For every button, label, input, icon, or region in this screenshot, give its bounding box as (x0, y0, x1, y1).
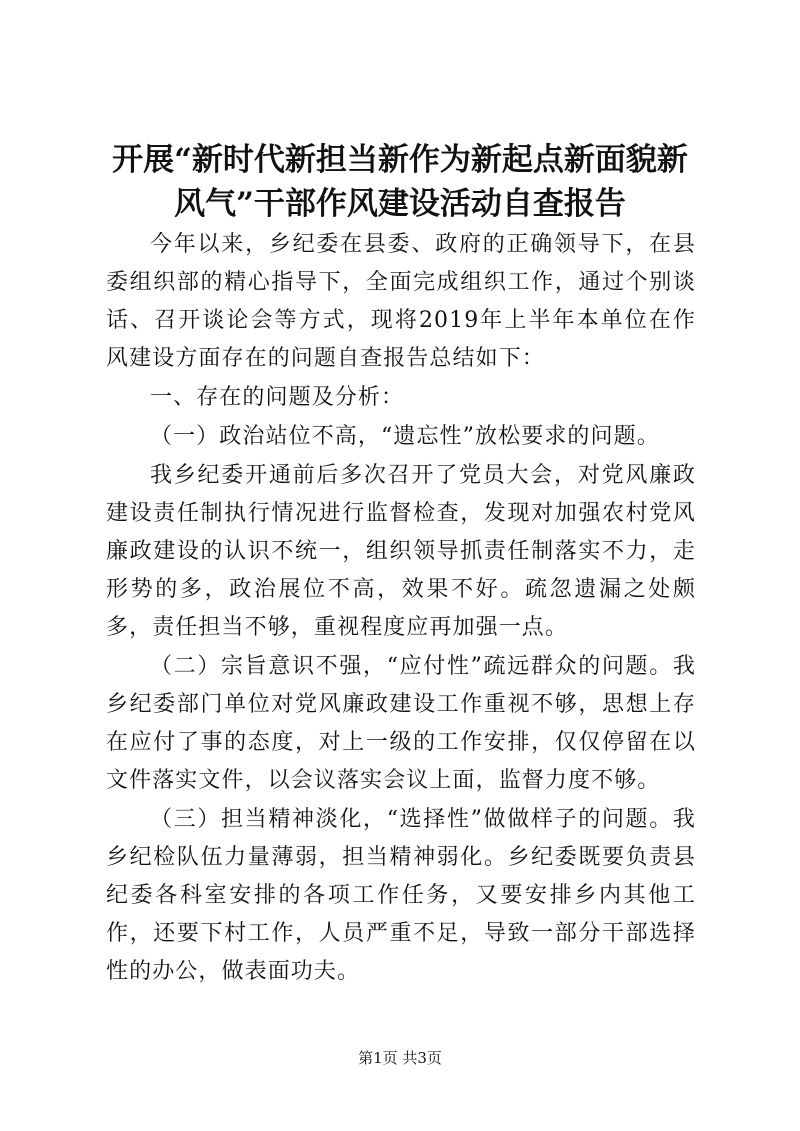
page-total: 共3页 (402, 1049, 442, 1067)
document-body (106, 226, 696, 991)
paragraph-intro: 今年以来，乡纪委在县委、政府的正确领导下，在县委组织部的精心指导下，全面完成组织工作，通过个别谈话、召开谈论会等方式，现将2019年上半年本单位在作风建设方面存在的问题自查报告总结如下： (106, 232, 696, 371)
section-heading-problems: 一、存在的问题及分析： (150, 385, 405, 410)
subheading-political-position: （一）政治站位不高，“遗忘性”放松要求的问题。 (150, 424, 660, 449)
page-number: 第1页 (358, 1049, 398, 1067)
paragraph-purpose-awareness: （二）宗旨意识不强，“应付性”疏远群众的问题。我乡纪委部门单位对党风廉政建设工作重视不够，思想上存在应付了事的态度，对上一级的工作安排，仅仅停留在以文件落实文件，以会议落实会议上面，监督力度不够。 (106, 654, 696, 793)
paragraph-political-position: 我乡纪委开通前后多次召开了党员大会，对党风廉政建设责任制执行情况进行监督检查，发现对加强农村党风廉政建设的认识不统一，组织领导抓责任制落实不力，走形势的多，政治展位不高，效果不好。疏忽遗漏之处颇多，责任担当不够，重视程度应再加强一点。 (106, 463, 696, 640)
paragraph-responsibility-spirit: （三）担当精神淡化，“选择性”做做样子的问题。我乡纪检队伍力量薄弱，担当精神弱化。乡纪委既要负责县纪委各科室安排的各项工作任务，又要安排乡内其他工作，还要下村工作，人员严重不足，导致一部分干部选择性的办公，做表面功夫。 (106, 807, 696, 984)
page-footer (0, 1048, 800, 1068)
document-title: 开展“新时代新担当新作为新起点新面貌新风气”干部作风建设活动自查报告 (112, 142, 688, 222)
